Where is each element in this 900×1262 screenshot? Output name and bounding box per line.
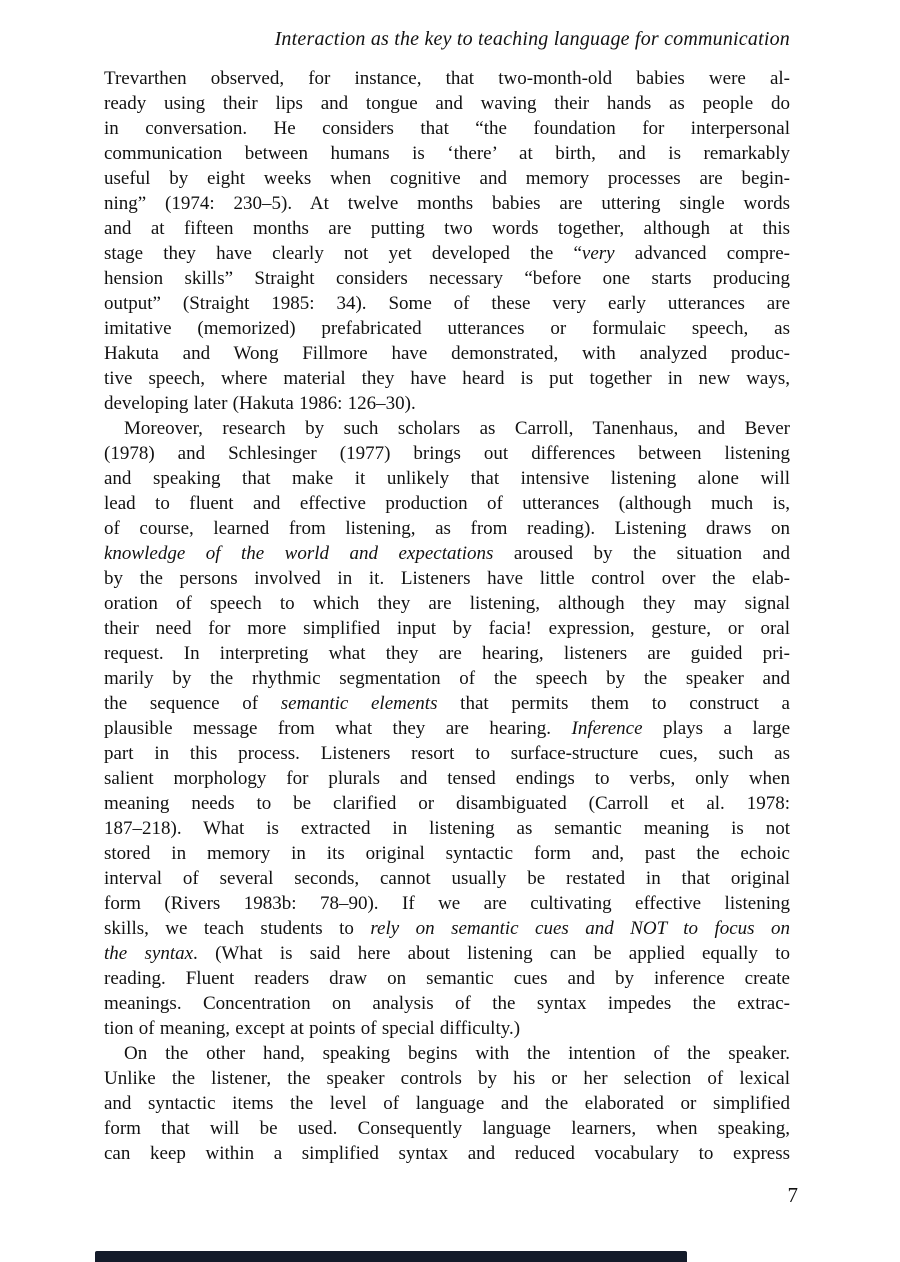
text-line bbox=[104, 566, 790, 591]
text-line bbox=[104, 241, 790, 266]
text-segment: the sequence of bbox=[104, 693, 281, 714]
text-segment: skills, we teach students to bbox=[104, 918, 371, 939]
text-segment: their need for more simplified input by facia! expression, gesture, or oral bbox=[104, 618, 790, 639]
text-segment: hension skills” Straight considers necessary “before one starts producing bbox=[104, 268, 790, 289]
italic-text-segment: knowledge of the world and expectations bbox=[104, 543, 494, 564]
text-line bbox=[104, 991, 790, 1016]
text-segment: imitative (memorized) prefabricated utterances or formulaic speech, as bbox=[104, 318, 790, 339]
text-line bbox=[104, 1116, 790, 1141]
text-segment: form that will be used. Consequently language learners, when speaking, bbox=[104, 1118, 790, 1139]
text-segment: and at fifteen months are putting two words together, although at this bbox=[104, 218, 790, 239]
text-line bbox=[104, 541, 790, 566]
text-line bbox=[104, 791, 790, 816]
text-line bbox=[104, 1066, 790, 1091]
text-line bbox=[104, 341, 790, 366]
text-segment: . (What is said here about listening can be applied equally to bbox=[193, 943, 790, 964]
text-segment: tion of meaning, except at points of special difficulty.) bbox=[104, 1018, 521, 1039]
text-line bbox=[104, 141, 790, 166]
text-line bbox=[104, 391, 790, 416]
text-line bbox=[104, 1141, 790, 1166]
text-segment: in conversation. He considers that “the foundation for interpersonal bbox=[104, 118, 790, 139]
paragraph bbox=[104, 66, 790, 416]
text-segment: marily by the rhythmic segmentation of the speech by the speaker and bbox=[104, 668, 790, 689]
text-segment: advanced compre- bbox=[614, 243, 790, 264]
text-line bbox=[104, 291, 790, 316]
running-header: Interaction as the key to teaching language for communication bbox=[274, 28, 790, 50]
text-line bbox=[104, 591, 790, 616]
paragraph bbox=[104, 1041, 790, 1166]
text-line bbox=[104, 466, 790, 491]
text-line bbox=[104, 316, 790, 341]
italic-text-segment: very bbox=[581, 243, 615, 264]
text-segment: can keep within a simplified syntax and reduced vocabulary to express bbox=[104, 1143, 790, 1164]
body-text bbox=[104, 66, 790, 1166]
text-segment: meanings. Concentration on analysis of the syntax impedes the extrac- bbox=[104, 993, 790, 1014]
text-segment: (1978) and Schlesinger (1977) brings out differences between listening bbox=[104, 443, 790, 464]
text-segment: meaning needs to be clarified or disambiguated (Carroll et al. 1978: bbox=[104, 793, 790, 814]
text-segment: developing later (Hakuta 1986: 126–30). bbox=[104, 393, 416, 414]
text-segment: reading. Fluent readers draw on semantic cues and by inference create bbox=[104, 968, 790, 989]
text-segment: plays a large bbox=[642, 718, 790, 739]
text-line bbox=[104, 491, 790, 516]
text-line bbox=[104, 916, 790, 941]
text-segment: Trevarthen observed, for instance, that two-month-old babies were al- bbox=[104, 68, 790, 89]
text-segment: useful by eight weeks when cognitive and memory processes are begin- bbox=[104, 168, 790, 189]
text-line bbox=[104, 741, 790, 766]
text-line bbox=[104, 1041, 790, 1066]
text-segment: communication between humans is ‘there’ at birth, and is remarkably bbox=[104, 143, 790, 164]
text-line bbox=[104, 91, 790, 116]
text-segment: of course, learned from listening, as from reading). Listening draws on bbox=[104, 518, 790, 539]
text-line bbox=[104, 666, 790, 691]
text-segment: and speaking that make it unlikely that intensive listening alone will bbox=[104, 468, 790, 489]
text-segment: part in this process. Listeners resort to surface-structure cues, such as bbox=[104, 743, 790, 764]
text-line bbox=[104, 1091, 790, 1116]
text-line bbox=[104, 616, 790, 641]
text-segment: tive speech, where material they have heard is put together in new ways, bbox=[104, 368, 790, 389]
text-segment: Unlike the listener, the speaker controls by his or her selection of lexical bbox=[104, 1068, 790, 1089]
text-line bbox=[104, 716, 790, 741]
text-segment: by the persons involved in it. Listeners have little control over the elab- bbox=[104, 568, 790, 589]
text-segment: Moreover, research by such scholars as Carroll, Tanenhaus, and Bever bbox=[124, 418, 790, 439]
italic-text-segment: semantic elements bbox=[280, 693, 438, 714]
text-line bbox=[104, 891, 790, 916]
text-segment: Hakuta and Wong Fillmore have demonstrated, with analyzed produc- bbox=[104, 343, 790, 364]
text-line bbox=[104, 841, 790, 866]
text-line bbox=[104, 691, 790, 716]
page-number: 7 bbox=[787, 1183, 798, 1207]
italic-text-segment: the syntax bbox=[104, 943, 194, 964]
text-segment: plausible message from what they are hearing. bbox=[104, 718, 572, 739]
text-line bbox=[104, 366, 790, 391]
text-segment: interval of several seconds, cannot usually be restated in that original bbox=[104, 868, 790, 889]
text-line bbox=[104, 416, 790, 441]
text-line bbox=[104, 641, 790, 666]
text-line bbox=[104, 116, 790, 141]
text-segment: ning” (1974: 230–5). At twelve months babies are uttering single words bbox=[104, 193, 790, 214]
text-line bbox=[104, 166, 790, 191]
text-line bbox=[104, 441, 790, 466]
text-line bbox=[104, 941, 790, 966]
text-segment: ready using their lips and tongue and waving their hands as people do bbox=[104, 93, 790, 114]
italic-text-segment: rely on semantic cues and NOT to focus on bbox=[370, 918, 790, 939]
text-segment: that permits them to construct a bbox=[437, 693, 790, 714]
text-segment: aroused by the situation and bbox=[493, 543, 790, 564]
text-segment: request. In interpreting what they are hearing, listeners are guided pri- bbox=[104, 643, 790, 664]
scan-edge-artifact bbox=[95, 1251, 687, 1262]
text-line bbox=[104, 766, 790, 791]
text-segment: output” (Straight 1985: 34). Some of these very early utterances are bbox=[104, 293, 790, 314]
text-line bbox=[104, 866, 790, 891]
text-segment: stored in memory in its original syntactic form and, past the echoic bbox=[104, 843, 790, 864]
text-line bbox=[104, 216, 790, 241]
text-segment: On the other hand, speaking begins with the intention of the speaker. bbox=[124, 1043, 790, 1064]
text-segment: 187–218). What is extracted in listening as semantic meaning is not bbox=[104, 818, 790, 839]
text-segment: oration of speech to which they are listening, although they may signal bbox=[104, 593, 790, 614]
italic-text-segment: Inference bbox=[571, 718, 643, 739]
text-segment: lead to fluent and effective production of utterances (although much is, bbox=[104, 493, 790, 514]
text-segment: and syntactic items the level of language and the elaborated or simplified bbox=[104, 1093, 790, 1114]
text-line bbox=[104, 66, 790, 91]
text-line bbox=[104, 191, 790, 216]
text-segment: stage they have clearly not yet developed the “ bbox=[104, 243, 582, 264]
text-line bbox=[104, 966, 790, 991]
text-segment: salient morphology for plurals and tensed endings to verbs, only when bbox=[104, 768, 790, 789]
text-line bbox=[104, 816, 790, 841]
text-line bbox=[104, 1016, 790, 1041]
text-segment: form (Rivers 1983b: 78–90). If we are cultivating effective listening bbox=[104, 893, 790, 914]
text-line bbox=[104, 266, 790, 291]
paragraph bbox=[104, 416, 790, 1041]
text-line bbox=[104, 516, 790, 541]
